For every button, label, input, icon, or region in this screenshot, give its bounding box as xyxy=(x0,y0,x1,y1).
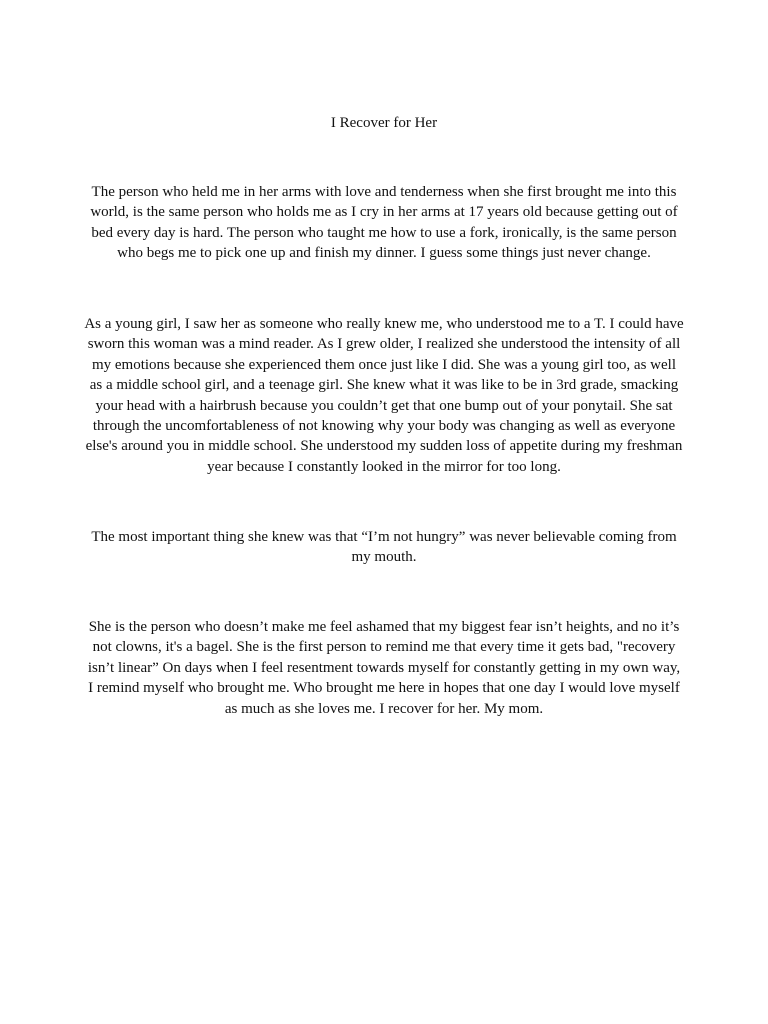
paragraph-4: She is the person who doesn’t make me feel ashamed that my biggest fear isn’t heights, and no it’s not clowns, it's a bagel. She is the first person to remind me that every time it gets bad, "recovery isn’t linear” On days when I feel resentment towards myself for constantly getting in my own way, I remind myself who brought me. Who brought me here in hopes that one day I would love myself as much as she loves me. I recover for her. My mom. xyxy=(87,619,681,717)
paragraph-2: As a young girl, I saw her as someone who really knew me, who understood me to a T. I could have sworn this woman was a mind reader. As I grew older, I realized she understood the intensity of all my emotions because she experienced them once just like I did. She was a young girl too, as well as a middle school girl, and a teenage girl. She knew what it was like to be in 3rd grade, smacking your head with a hairbrush because you couldn’t get that one bump out of your ponytail. She sat through the uncomfortableness of not knowing why your body was changing as well as everyone else's around you in middle school. She understood my sudden loss of appetite during my freshman year because I constantly looked in the mirror for too long. xyxy=(84,316,684,475)
paragraph-1: The person who held me in her arms with love and tenderness when she first brought me into this world, is the same person who holds me as I cry in her arms at 17 years old because getting out of bed every day is hard. The person who taught me how to use a fork, ironically, is the same person who begs me to pick one up and finish my dinner. I guess some things just never change. xyxy=(90,184,678,262)
document-title: I Recover for Her xyxy=(330,115,438,131)
paragraph-3: The most important thing she knew was that “I’m not hungry” was never believable coming from my mouth. xyxy=(91,529,677,566)
